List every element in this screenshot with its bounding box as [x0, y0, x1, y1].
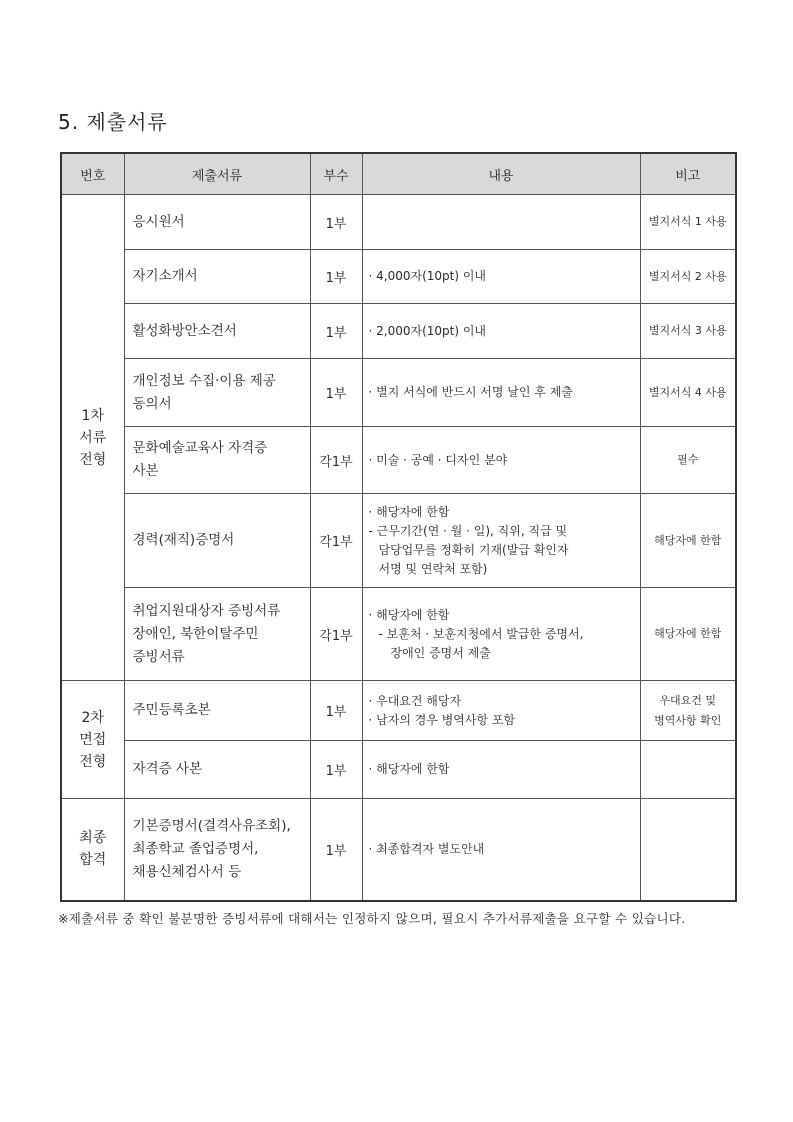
document-count: 1부 [310, 681, 362, 741]
table-row [61, 588, 736, 681]
header-note: 비고 [640, 153, 736, 195]
table-header-row [61, 153, 736, 195]
group-label: 최종 합격 [61, 799, 124, 901]
document-name: 응시원서 [124, 195, 310, 250]
header-count: 부수 [310, 153, 362, 195]
document-count: 각1부 [310, 427, 362, 494]
document-name: 주민등록초본 [124, 681, 310, 741]
header-content: 내용 [362, 153, 640, 195]
document-note: 별지서식 4 사용 [640, 359, 736, 427]
table-row [61, 427, 736, 494]
document-content: · 미술 · 공예 · 디자인 분야 [362, 427, 640, 494]
document-note [640, 799, 736, 901]
document-name: 활성화방안소견서 [124, 304, 310, 359]
documents-table [60, 152, 737, 902]
footnote: ※제출서류 중 확인 불분명한 증빙서류에 대해서는 인정하지 않으며, 필요시 추가서류제출을 요구할 수 있습니다. [58, 911, 686, 926]
document-note: 별지서식 1 사용 [640, 195, 736, 250]
table-row [61, 359, 736, 427]
document-count: 1부 [310, 195, 362, 250]
document-count: 1부 [310, 304, 362, 359]
document-content: · 4,000자(10pt) 이내 [362, 250, 640, 304]
document-content: · 2,000자(10pt) 이내 [362, 304, 640, 359]
table-row [61, 799, 736, 901]
document-count: 1부 [310, 799, 362, 901]
table-row [61, 741, 736, 799]
document-count: 각1부 [310, 494, 362, 588]
document-note: 해당자에 한함 [640, 588, 736, 681]
document-note: 별지서식 2 사용 [640, 250, 736, 304]
document-note: 우대요건 및 병역사항 확인 [640, 681, 736, 741]
document-note: 별지서식 3 사용 [640, 304, 736, 359]
header-number: 번호 [61, 153, 124, 195]
header-document: 제출서류 [124, 153, 310, 195]
document-name: 문화예술교육사 자격증 사본 [124, 427, 310, 494]
document-content: · 해당자에 한함 - 근무기간(연 · 월 · 일), 직위, 직급 및 담당업무를 정확히 기재(발급 확인자 서명 및 연락처 포함) [362, 494, 640, 588]
table-row [61, 494, 736, 588]
table-row [61, 195, 736, 250]
document-name: 자기소개서 [124, 250, 310, 304]
document-content: · 최종합격자 별도안내 [362, 799, 640, 901]
document-content: · 우대요건 해당자 · 남자의 경우 병역사항 포함 [362, 681, 640, 741]
document-count: 1부 [310, 359, 362, 427]
table-row [61, 681, 736, 741]
table-row [61, 250, 736, 304]
table-row [61, 304, 736, 359]
document-count: 1부 [310, 250, 362, 304]
document-name: 경력(재직)증명서 [124, 494, 310, 588]
document-note: 해당자에 한함 [640, 494, 736, 588]
group-label: 2차 면접 전형 [61, 681, 124, 799]
document-note: 필수 [640, 427, 736, 494]
document-name: 기본증명서(결격사유조회), 최종학교 졸업증명서, 채용신체검사서 등 [124, 799, 310, 901]
document-name: 개인정보 수집·이용 제공 동의서 [124, 359, 310, 427]
document-count: 각1부 [310, 588, 362, 681]
document-content: · 해당자에 한함 - 보훈처 · 보훈지청에서 발급한 증명서, 장애인 증명서 제출 [362, 588, 640, 681]
section-heading: 5. 제출서류 [58, 110, 168, 134]
document-note [640, 741, 736, 799]
group-label: 1차 서류 전형 [61, 195, 124, 681]
document-count: 1부 [310, 741, 362, 799]
document-name: 자격증 사본 [124, 741, 310, 799]
document-content: · 해당자에 한함 [362, 741, 640, 799]
document-content [362, 195, 640, 250]
document-content: · 별지 서식에 반드시 서명 날인 후 제출 [362, 359, 640, 427]
document-name: 취업지원대상자 증빙서류 장애인, 북한이탈주민 증빙서류 [124, 588, 310, 681]
